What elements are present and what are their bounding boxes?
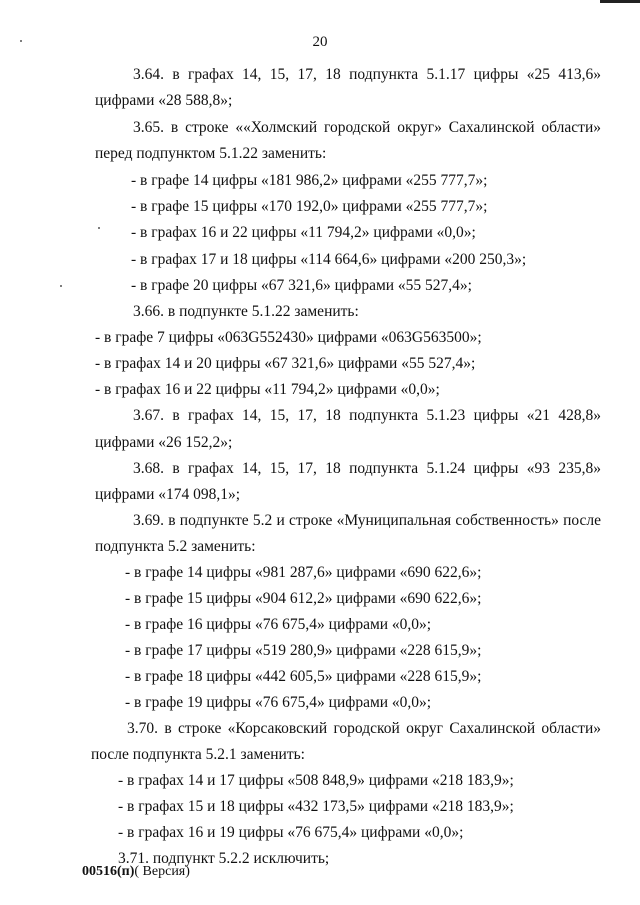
text-line: - в графах 14 и 20 цифры «67 321,6» цифрами «55 527,4»; <box>95 355 476 372</box>
text-line: 3.69. в подпункте 5.2 и строке «Муниципальная собственность» после <box>133 512 601 529</box>
text-line: подпункта 5.2 заменить: <box>95 538 256 555</box>
text-line: - в графах 16 и 22 цифры «11 794,2» цифрами «0,0»; <box>131 224 476 241</box>
document-code: 00516(п) <box>82 864 135 879</box>
text-line: - в графе 15 цифры «904 612,2» цифрами «690 622,6»; <box>125 590 482 607</box>
text-line: - в графах 14 и 17 цифры «508 848,9» цифрами «218 183,9»; <box>118 772 514 789</box>
text-line: 3.71. подпункт 5.2.2 исключить; <box>118 850 330 867</box>
text-line: 3.64. в графах 14, 15, 17, 18 подпункта 5.1.17 цифры «25 413,6» <box>133 66 601 83</box>
text-line: - в графах 15 и 18 цифры «432 173,5» цифрами «218 183,9»; <box>118 798 514 815</box>
text-line: цифрами «28 588,8»; <box>95 92 233 109</box>
text-line: - в графе 14 цифры «181 986,2» цифрами «255 777,7»; <box>131 172 488 189</box>
scan-corner-mark <box>600 0 640 3</box>
text-line: перед подпунктом 5.1.22 заменить: <box>95 145 327 162</box>
text-line: - в графе 17 цифры «519 280,9» цифрами «228 615,9»; <box>125 642 482 659</box>
text-line: 3.66. в подпункте 5.1.22 заменить: <box>133 303 359 320</box>
text-line: - в графе 7 цифры «063G552430» цифрами «063G563500»; <box>95 329 482 346</box>
text-line: 3.67. в графах 14, 15, 17, 18 подпункта 5.1.23 цифры «21 428,8» <box>133 407 601 424</box>
scan-speck <box>60 285 62 287</box>
text-line: - в графе 15 цифры «170 192,0» цифрами «255 777,7»; <box>131 198 488 215</box>
scan-speck <box>98 227 100 229</box>
text-line: 3.65. в строке ««Холмский городской округ» Сахалинской области» <box>133 119 601 136</box>
text-line: цифрами «174 098,1»; <box>95 486 241 503</box>
text-line: после подпункта 5.2.1 заменить: <box>91 746 305 763</box>
text-line: - в графе 20 цифры «67 321,6» цифрами «55 527,4»; <box>131 277 472 294</box>
text-line: 3.70. в строке «Корсаковский городской округ Сахалинской области» <box>127 720 601 737</box>
text-line: - в графе 19 цифры «76 675,4» цифрами «0,0»; <box>125 694 432 711</box>
text-line: - в графах 16 и 22 цифры «11 794,2» цифрами «0,0»; <box>95 381 440 398</box>
text-line: - в графе 16 цифры «76 675,4» цифрами «0,0»; <box>125 616 432 633</box>
document-version: ( Версия) <box>134 864 190 879</box>
text-line: - в графе 14 цифры «981 287,6» цифрами «690 622,6»; <box>125 564 482 581</box>
page-number: 20 <box>312 34 328 50</box>
text-line: - в графе 18 цифры «442 605,5» цифрами «228 615,9»; <box>125 668 482 685</box>
text-line: - в графах 16 и 19 цифры «76 675,4» цифрами «0,0»; <box>118 824 464 841</box>
text-line: - в графах 17 и 18 цифры «114 664,6» цифрами «200 250,3»; <box>131 251 527 268</box>
text-line: цифрами «26 152,2»; <box>95 434 233 451</box>
document-footer <box>82 864 190 880</box>
text-line: 3.68. в графах 14, 15, 17, 18 подпункта 5.1.24 цифры «93 235,8» <box>133 460 601 477</box>
